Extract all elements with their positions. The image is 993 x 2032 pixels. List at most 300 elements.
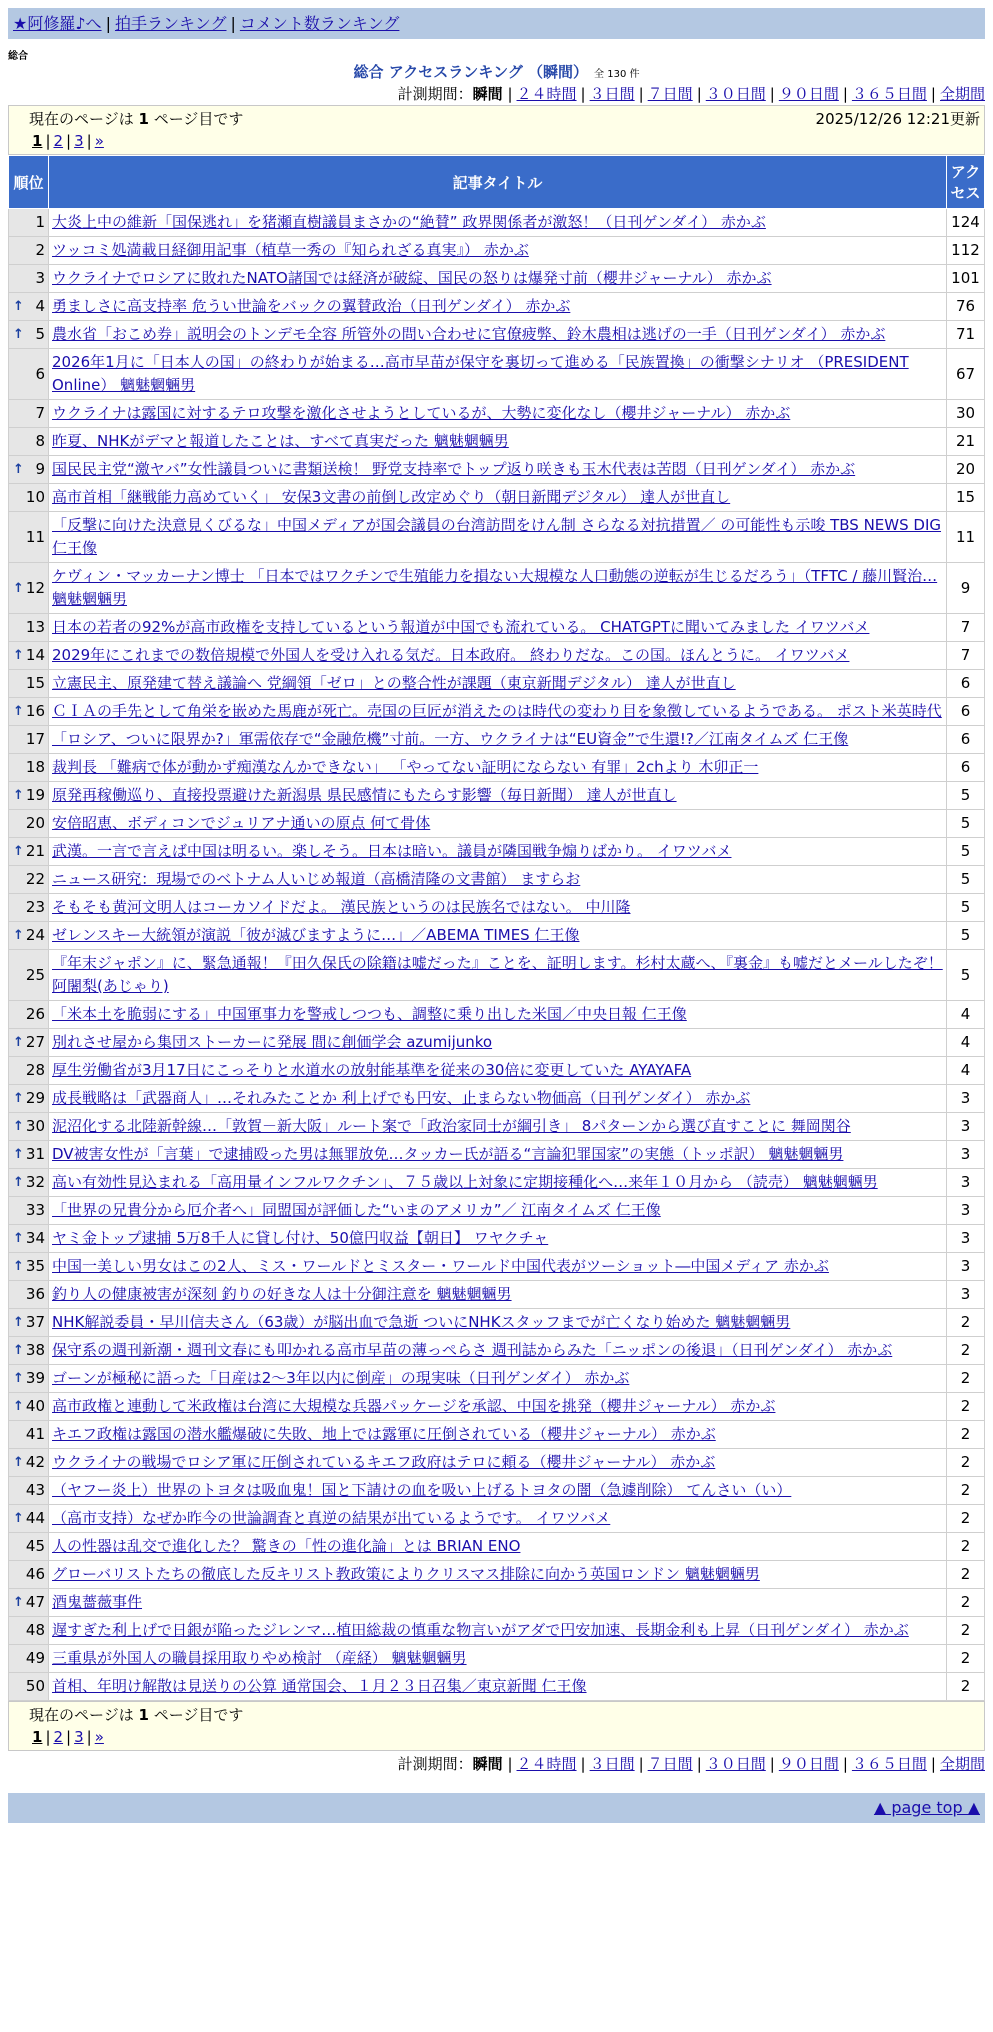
title-cell (49, 1085, 947, 1113)
title-cell (49, 1141, 947, 1169)
title-cell (49, 1505, 947, 1533)
top-navigation (8, 8, 985, 39)
access-count: 15 (947, 484, 985, 512)
access-count: 7 (947, 642, 985, 670)
access-count: 2 (947, 1449, 985, 1477)
rank-cell (9, 1365, 49, 1393)
rank-up-arrow-icon: ↑ (13, 462, 24, 477)
rank-up-arrow-icon: ↑ (13, 1455, 24, 1470)
column-header-rank: 順位 (9, 156, 49, 209)
article-title-link[interactable]: 国民民主党“激ヤバ”女性議員ついに書類送検！ 野党支持率でトップ返り咲きも玉木代表は苦悶（日刊ゲンダイ） 赤かぶ (52, 460, 856, 478)
access-count: 3 (947, 1197, 985, 1225)
rank-number: 11 (25, 527, 45, 546)
rank-number: 38 (25, 1341, 45, 1359)
rank-up-arrow-icon: ↑ (13, 1035, 24, 1050)
table-row (9, 1477, 985, 1505)
rank-up-arrow-icon: ↑ (13, 1259, 24, 1274)
rank-number: 37 (25, 1313, 45, 1331)
table-row (9, 349, 985, 400)
title-cell (49, 894, 947, 922)
access-count: 124 (947, 209, 985, 237)
title-cell (49, 1001, 947, 1029)
table-row (9, 698, 985, 726)
period-3d-link[interactable]: ３日間 (589, 85, 635, 103)
title-cell (49, 293, 947, 321)
rank-up-arrow-icon: ↑ (13, 704, 24, 719)
article-title-link[interactable]: 裁判長 「難病で体が動かず痴漢なんかできない」 「やってない証明にならない 有罪」2chより 木卯正一 (52, 758, 759, 776)
rank-up-arrow-icon: ↑ (13, 788, 24, 803)
access-count: 4 (947, 1029, 985, 1057)
title-cell (49, 1337, 947, 1365)
table-row (9, 866, 985, 894)
article-title-link[interactable]: 別れさせ屋から集団ストーカーに発展 間に創価学会 azumijunko (52, 1033, 493, 1051)
rank-cell (9, 1393, 49, 1421)
total-count: 全 130 件 (594, 69, 640, 80)
period-7d-link[interactable]: ７日間 (647, 1755, 693, 1773)
rank-cell (9, 838, 49, 866)
article-title-link[interactable]: 高市政権と連動して米政権は台湾に大規模な兵器パッケージを承認、中国を挑発（櫻井ジャーナル） 赤かぶ (52, 1397, 776, 1415)
rank-number: 46 (25, 1565, 45, 1583)
rank-cell (9, 400, 49, 428)
rank-cell (9, 484, 49, 512)
article-title-link[interactable]: 『年末ジャポン』に、緊急通報！『田久保氏の除籍は嘘だった』ことを、証明します。杉村太蔵へ、『裏金』も嘘だとメールしたぞ！ 阿闍梨(あじゃり) (52, 954, 943, 995)
rank-up-arrow-icon: ↑ (13, 1511, 24, 1526)
article-title-link[interactable]: 2026年1月に「日本人の国」の終わりが始まる…高市早苗が保守を裏切って進める「民族置換」の衝撃シナリオ （PRESIDENT Online） 魑魅魍魎男 (52, 353, 909, 394)
article-title-link[interactable]: ニュース研究：現場でのベトナム人いじめ報道（高橋清隆の文書館） ますらお (52, 870, 581, 888)
article-title-link[interactable]: 三重県が外国人の職員採用取りやめ検討 （産経） 魑魅魍魎男 (52, 1649, 467, 1667)
rank-cell (9, 782, 49, 810)
rank-up-arrow-icon: ↑ (13, 1343, 24, 1358)
rank-cell (9, 321, 49, 349)
rank-number: 50 (25, 1677, 45, 1695)
title-cell (49, 349, 947, 400)
article-title-link[interactable]: ウクライナは露国に対するテロ攻撃を激化させようとしているが、大勢に変化なし（櫻井ジャーナル） 赤かぶ (52, 404, 791, 422)
pager-page-3[interactable]: 3 (74, 132, 84, 150)
access-count: 67 (947, 349, 985, 400)
rank-cell (9, 456, 49, 484)
table-row (9, 400, 985, 428)
rank-cell (9, 265, 49, 293)
article-title-link[interactable]: ヤミ金トップ逮捕 5万8千人に貸し付け、50億円収益【朝日】 ワヤクチャ (52, 1229, 549, 1247)
rank-number: 49 (25, 1649, 45, 1667)
title-cell (49, 1365, 947, 1393)
title-cell (49, 1197, 947, 1225)
table-header-row (9, 156, 985, 209)
rank-number: 3 (35, 269, 45, 287)
title-cell (49, 642, 947, 670)
rank-cell (9, 1561, 49, 1589)
article-title-link[interactable]: ケヴィン・マッカーナン博士 「日本ではワクチンで生殖能力を損ない大規模な人口動態の逆転が生じるだろう」（TFTC / 藤川賢治… 魑魅魍魎男 (52, 567, 938, 608)
access-count: 21 (947, 428, 985, 456)
access-count: 5 (947, 894, 985, 922)
pager-page-2[interactable]: 2 (53, 132, 64, 150)
table-row (9, 563, 985, 614)
access-count: 5 (947, 782, 985, 810)
rank-number: 19 (25, 786, 45, 804)
article-title-link[interactable]: 「反撃に向けた決意見くびるな」中国メディアが国会議員の台湾訪問をけん制 さらなる対抗措置／ の可能性も示唆 TBS NEWS DIG 仁王像 (52, 516, 942, 557)
rank-cell (9, 237, 49, 265)
access-count: 5 (947, 810, 985, 838)
access-count: 3 (947, 1225, 985, 1253)
article-title-link[interactable]: 「ロシア、ついに限界か?」軍需依存で“金融危機”寸前。一方、ウクライナは“EU資金”で生還!?／江南タイムズ 仁王像 (52, 730, 849, 748)
rank-cell (9, 1029, 49, 1057)
table-row (9, 265, 985, 293)
applause-ranking-link[interactable]: 拍手ランキング (114, 14, 227, 33)
table-row (9, 1673, 985, 1701)
table-row (9, 1029, 985, 1057)
table-row (9, 1113, 985, 1141)
access-count: 2 (947, 1533, 985, 1561)
table-row (9, 1169, 985, 1197)
access-count: 5 (947, 950, 985, 1001)
rank-number: 45 (25, 1537, 45, 1555)
title-cell (49, 670, 947, 698)
article-title-link[interactable]: 首相、年明け解散は見送りの公算 通常国会、１月２３日召集／東京新聞 仁王像 (52, 1677, 587, 1695)
table-row (9, 1085, 985, 1113)
table-row (9, 1589, 985, 1617)
updated-timestamp: 2025/12/26 12:21更新 (815, 110, 980, 128)
article-title-link[interactable]: 2029年にこれまでの数倍規模で外国人を受け入れる気だ。日本政府。 終わりだな。この国。ほんとうに。 イワツバメ (52, 646, 850, 664)
access-count: 6 (947, 754, 985, 782)
rank-cell (9, 1673, 49, 1701)
article-title-link[interactable]: 泥沼化する北陸新幹線…「敦賀－新大阪」ルート案で「政治家同士が綱引き」 8パターンから選び直すことに 舞岡関谷 (52, 1117, 851, 1135)
rank-number: 18 (25, 758, 45, 776)
title-cell (49, 484, 947, 512)
rank-number: 4 (35, 297, 45, 315)
rank-number: 47 (25, 1593, 45, 1611)
article-title-link[interactable]: 高い有効性見込まれる「高用量インフルワクチン」、７５歳以上対象に定期接種化へ…来年１０月から （読売） 魑魅魍魎男 (52, 1173, 878, 1191)
rank-number: 40 (25, 1397, 45, 1415)
table-row (9, 642, 985, 670)
rank-number: 44 (25, 1509, 45, 1527)
article-title-link[interactable]: 中国一美しい男女はこの2人、ミス・ワールドとミスター・ワールド中国代表がツーショット―中国メディア 赤かぶ (52, 1257, 829, 1275)
title-cell (49, 838, 947, 866)
table-row (9, 754, 985, 782)
title-cell (49, 810, 947, 838)
rank-cell (9, 866, 49, 894)
table-row (9, 1561, 985, 1589)
access-count: 20 (947, 456, 985, 484)
title-cell (49, 321, 947, 349)
table-row (9, 456, 985, 484)
access-count: 101 (947, 265, 985, 293)
table-row (9, 1197, 985, 1225)
article-title-link[interactable]: ウクライナでロシアに敗れたNATO諸国では経済が破綻、国民の怒りは爆発寸前（櫻井ジャーナル） 赤かぶ (52, 269, 772, 287)
title-cell (49, 209, 947, 237)
breadcrumb: 総合 (8, 51, 28, 62)
rank-number: 41 (25, 1425, 45, 1443)
article-title-link[interactable]: 「米本土を脆弱にする」中国軍事力を警戒しつつも、調整に乗り出した米国／中央日報 仁王像 (52, 1005, 687, 1023)
access-count: 6 (947, 698, 985, 726)
page-top-link[interactable]: ▲ page top ▲ (873, 1798, 980, 1817)
current-page-text: 現在のページは 1 ページ目です (29, 1706, 244, 1724)
separator: | (105, 14, 111, 33)
rank-number: 6 (35, 364, 45, 383)
rank-up-arrow-icon: ↑ (13, 1091, 24, 1106)
period-30d-link[interactable]: ３０日間 (705, 85, 766, 103)
table-row (9, 1281, 985, 1309)
title-cell (49, 428, 947, 456)
rank-number: 7 (35, 404, 45, 422)
title-cell (49, 1449, 947, 1477)
table-row (9, 321, 985, 349)
pager-page-3[interactable]: 3 (74, 1728, 84, 1746)
article-title-link[interactable]: 遅すぎた利上げで日銀が陥ったジレンマ…植田総裁の慎重な物言いがアダで円安加速、長期金利も上昇（日刊ゲンダイ） 赤かぶ (52, 1621, 909, 1639)
rank-up-arrow-icon: ↑ (13, 580, 24, 596)
title-cell (49, 1477, 947, 1505)
title-cell (49, 1617, 947, 1645)
title-cell (49, 782, 947, 810)
article-title-link[interactable]: そもそも黄河文明人はコーカソイドだよ。 漢民族というのは民族名ではない。 中川隆 (52, 898, 631, 916)
table-row (9, 1001, 985, 1029)
rank-cell (9, 1001, 49, 1029)
access-count: 112 (947, 237, 985, 265)
article-title-link[interactable]: 安倍昭恵、ボディコンでジュリアナ通いの原点 何て骨体 (52, 814, 431, 832)
access-count: 2 (947, 1505, 985, 1533)
article-title-link[interactable]: 人の性器は乱交で進化した？ 驚きの「性の進化論」とは BRIAN ENO (52, 1537, 521, 1555)
rank-number: 26 (25, 1005, 45, 1023)
rank-cell (9, 1505, 49, 1533)
period-3d-link[interactable]: ３日間 (589, 1755, 635, 1773)
table-row (9, 1057, 985, 1085)
article-title-link[interactable]: 大炎上中の維新「国保逃れ」を猪瀬直樹議員まさかの“絶賛” 政界関係者が激怒！（日刊ゲンダイ） 赤かぶ (52, 213, 766, 231)
rank-up-arrow-icon: ↑ (13, 1119, 24, 1134)
rank-number: 2 (35, 241, 45, 259)
access-count: 3 (947, 1085, 985, 1113)
rank-up-arrow-icon: ↑ (13, 1595, 24, 1610)
article-title-link[interactable]: 成長戦略は「武器商人」…それみたことか 利上げでも円安、止まらない物価高（日刊ゲンダイ） 赤かぶ (52, 1089, 751, 1107)
article-title-link[interactable]: 農水省「おこめ券」説明会のトンデモ全容 所管外の問い合わせに官僚疲弊、鈴木農相は逃げの一手（日刊ゲンダイ） 赤かぶ (52, 325, 886, 343)
access-count: 4 (947, 1001, 985, 1029)
article-title-link[interactable]: 勇ましさに高支持率 危うい世論をバックの翼賛政治（日刊ゲンダイ） 赤かぶ (52, 297, 571, 315)
rank-cell (9, 293, 49, 321)
rank-cell (9, 754, 49, 782)
table-row (9, 237, 985, 265)
pager-page-2[interactable]: 2 (53, 1728, 64, 1746)
access-count: 2 (947, 1645, 985, 1673)
article-title-link[interactable]: グローバリストたちの徹底した反キリスト教政策によりクリスマス排除に向かう英国ロンドン 魑魅魍魎男 (52, 1565, 760, 1583)
rank-number: 21 (25, 842, 45, 860)
article-title-link[interactable]: 酒鬼薔薇事件 (52, 1593, 143, 1611)
rank-number: 31 (25, 1145, 45, 1163)
table-row (9, 1505, 985, 1533)
title-cell (49, 1645, 947, 1673)
comment-ranking-link[interactable]: コメント数ランキング (239, 14, 400, 33)
table-row (9, 1449, 985, 1477)
table-row (9, 838, 985, 866)
rank-number: 17 (25, 730, 45, 748)
access-count: 5 (947, 866, 985, 894)
title-cell (49, 754, 947, 782)
period-current: 瞬間 (472, 1755, 503, 1773)
ranking-table-body (9, 209, 985, 1701)
table-row (9, 1645, 985, 1673)
article-title-link[interactable]: （ヤフー炎上）世界のトヨタは吸血鬼！国と下請けの血を吸い上げるトヨタの闇（急遽削除） てんさい（い） (52, 1481, 792, 1499)
period-all-link[interactable]: 全期間 (939, 85, 985, 103)
rank-cell (9, 698, 49, 726)
table-row (9, 1253, 985, 1281)
rank-number: 35 (25, 1257, 45, 1275)
access-count: 2 (947, 1617, 985, 1645)
rank-cell (9, 922, 49, 950)
period-365d-link[interactable]: ３６５日間 (851, 85, 927, 103)
table-row (9, 614, 985, 642)
access-count: 2 (947, 1365, 985, 1393)
table-row (9, 1617, 985, 1645)
period-365d-link[interactable]: ３６５日間 (851, 1755, 927, 1773)
period-selector-top: 計測期間：瞬間 | ２４時間 | ３日間 | ７日間 | ３０日間 | ９０日間 | ３６５日間 | 全期間 (397, 85, 985, 103)
title-cell (49, 1169, 947, 1197)
rank-number: 34 (25, 1229, 45, 1247)
rank-cell (9, 209, 49, 237)
period-current: 瞬間 (472, 85, 503, 103)
table-row (9, 1337, 985, 1365)
table-row (9, 1533, 985, 1561)
title-cell (49, 1393, 947, 1421)
rank-cell (9, 1617, 49, 1645)
access-count: 3 (947, 1169, 985, 1197)
rank-number: 25 (25, 965, 45, 984)
rank-number: 9 (35, 460, 45, 478)
title-cell (49, 1421, 947, 1449)
article-title-link[interactable]: 釣り人の健康被害が深刻 釣りの好きな人は十分御注意を 魑魅魍魎男 (52, 1285, 512, 1303)
period-7d-link[interactable]: ７日間 (647, 85, 693, 103)
pager-next[interactable]: » (94, 1728, 104, 1746)
rank-cell (9, 1225, 49, 1253)
article-title-link[interactable]: 武漢。一言で言えば中国は明るい。楽しそう。日本は暗い。議員が隣国戦争煽りばかり。 イワツバメ (52, 842, 732, 860)
rank-number: 27 (25, 1033, 45, 1051)
rank-number: 16 (25, 702, 45, 720)
rank-up-arrow-icon: ↑ (13, 327, 24, 342)
separator: | (230, 14, 236, 33)
table-row (9, 810, 985, 838)
table-row (9, 1141, 985, 1169)
rank-cell (9, 1253, 49, 1281)
rank-cell (9, 1337, 49, 1365)
access-count: 2 (947, 1673, 985, 1701)
rank-number: 48 (25, 1621, 45, 1639)
access-count: 3 (947, 1281, 985, 1309)
title-cell (49, 1589, 947, 1617)
period-24h-link[interactable]: ２４時間 (516, 1755, 577, 1773)
table-row (9, 484, 985, 512)
article-title-link[interactable]: ゼレンスキー大統領が演説「彼が滅びますように…」／ABEMA TIMES 仁王像 (52, 926, 580, 944)
ranking-table (8, 155, 985, 1701)
article-title-link[interactable]: 日本の若者の92%が高市政権を支持しているという報道が中国でも流れている。 CHATGPTに聞いてみました イワツバメ (52, 618, 870, 636)
rank-number: 39 (25, 1369, 45, 1387)
rank-cell (9, 1645, 49, 1673)
article-title-link[interactable]: ゴーンが極秘に語った「日産は2～3年以内に倒産」の現実味（日刊ゲンダイ） 赤かぶ (52, 1369, 630, 1387)
title-cell (49, 512, 947, 563)
title-cell (49, 614, 947, 642)
title-cell (49, 922, 947, 950)
rank-cell (9, 1309, 49, 1337)
period-90d-link[interactable]: ９０日間 (778, 1755, 839, 1773)
table-row (9, 726, 985, 754)
table-row (9, 950, 985, 1001)
article-title-link[interactable]: 高市首相「継戦能力高めていく」 安保3文書の前倒し改定めぐり（朝日新聞デジタル） 達人が世直し (52, 488, 731, 506)
rank-number: 15 (25, 674, 45, 692)
article-title-link[interactable]: ツッコミ処満載日経御用記事（植草一秀の『知られざる真実』） 赤かぶ (52, 241, 529, 259)
column-header-access: アクセス (947, 156, 985, 209)
article-title-link[interactable]: 保守系の週刊新潮・週刊文春にも叩かれる高市早苗の薄っぺらさ 週刊誌からみた「ニッポンの後退」（日刊ゲンダイ） 赤かぶ (52, 1341, 893, 1359)
rank-number: 36 (25, 1285, 45, 1303)
access-count: 2 (947, 1309, 985, 1337)
rank-up-arrow-icon: ↑ (13, 1147, 24, 1162)
article-title-link[interactable]: DV被害女性が「言葉」で逮捕殴った男は無罪放免…タッカー氏が語る“言論犯罪国家”の実態（トッポ訳） 魑魅魍魎男 (52, 1145, 844, 1163)
rank-cell (9, 1281, 49, 1309)
article-title-link[interactable]: 立憲民主、原発建て替え議論へ 党綱領「ゼロ」との整合性が課題（東京新聞デジタル） 達人が世直し (52, 674, 736, 692)
rank-number: 32 (25, 1173, 45, 1191)
period-label: 計測期間： (397, 85, 473, 103)
article-title-link[interactable]: ＣＩＡの手先として角栄を嵌めた馬鹿が死亡。売国の巨匠が消えたのは時代の変わり目を象徴しているようである。 ポスト米英時代 (52, 702, 942, 720)
rank-cell (9, 1169, 49, 1197)
title-cell (49, 400, 947, 428)
rank-up-arrow-icon: ↑ (13, 844, 24, 859)
rank-cell (9, 614, 49, 642)
rank-number: 5 (35, 325, 45, 343)
access-count: 3 (947, 1253, 985, 1281)
access-count: 71 (947, 321, 985, 349)
table-row (9, 209, 985, 237)
asyura-home-link[interactable]: ★阿修羅♪へ (13, 14, 102, 33)
period-all-link[interactable]: 全期間 (939, 1755, 985, 1773)
pager-next[interactable]: » (94, 132, 104, 150)
rank-up-arrow-icon: ↑ (13, 928, 24, 943)
access-count: 2 (947, 1561, 985, 1589)
access-count: 7 (947, 614, 985, 642)
page-title (8, 61, 985, 83)
title-cell (49, 1281, 947, 1309)
rank-cell (9, 810, 49, 838)
access-count: 2 (947, 1589, 985, 1617)
rank-up-arrow-icon: ↑ (13, 1315, 24, 1330)
rank-cell (9, 1589, 49, 1617)
title-cell (49, 265, 947, 293)
rank-number: 30 (25, 1117, 45, 1135)
rank-number: 28 (25, 1061, 45, 1079)
article-title-link[interactable]: 厚生労働省が3月17日にこっそりと水道水の放射能基準を従来の30倍に変更していた AYAYAFA (52, 1061, 692, 1079)
period-selector-bottom: 計測期間：瞬間 | ２４時間 | ３日間 | ７日間 | ３０日間 | ９０日間 | ３６５日間 | 全期間 (397, 1755, 985, 1773)
period-90d-link[interactable]: ９０日間 (778, 85, 839, 103)
title-cell (49, 698, 947, 726)
pager-bottom: 1 | 2 | 3 | » (32, 1728, 104, 1746)
access-count: 5 (947, 838, 985, 866)
article-title-link[interactable]: NHK解説委員・早川信夫さん（63歳）が脳出血で急逝 ついにNHKスタッフまでが亡くなり始めた 魑魅魍魎男 (52, 1313, 791, 1331)
period-30d-link[interactable]: ３０日間 (705, 1755, 766, 1773)
rank-cell (9, 726, 49, 754)
article-title-link[interactable]: （高市支持）なぜか昨今の世論調査と真逆の結果が出ているようです。 イワツバメ (52, 1509, 611, 1527)
article-title-link[interactable]: 昨夏、NHKがデマと報道したことは、すべて真実だった 魑魅魍魎男 (52, 432, 509, 450)
article-title-link[interactable]: キエフ政権は露国の潜水艦爆破に失敗、地上では露軍に圧倒されている（櫻井ジャーナル） 赤かぶ (52, 1425, 716, 1443)
table-row (9, 428, 985, 456)
article-title-link[interactable]: 原発再稼働巡り、直接投票避けた新潟県 県民感情にもたらす影響（毎日新聞） 達人が世直し (52, 786, 677, 804)
title-cell (49, 1673, 947, 1701)
rank-cell (9, 1421, 49, 1449)
rank-cell (9, 512, 49, 563)
title-cell (49, 456, 947, 484)
rank-number: 14 (25, 646, 45, 664)
article-title-link[interactable]: 「世界の兄貴分から厄介者へ」同盟国が評価した“いまのアメリカ”／ 江南タイムズ 仁王像 (52, 1201, 661, 1219)
period-24h-link[interactable]: ２４時間 (516, 85, 577, 103)
table-row (9, 1309, 985, 1337)
access-count: 76 (947, 293, 985, 321)
access-count: 9 (947, 563, 985, 614)
rank-number: 1 (35, 213, 45, 231)
rank-number: 43 (25, 1481, 45, 1499)
table-row (9, 894, 985, 922)
article-title-link[interactable]: ウクライナの戦場でロシア軍に圧倒されているキエフ政府はテロに頼る（櫻井ジャーナル） 赤かぶ (52, 1453, 716, 1471)
